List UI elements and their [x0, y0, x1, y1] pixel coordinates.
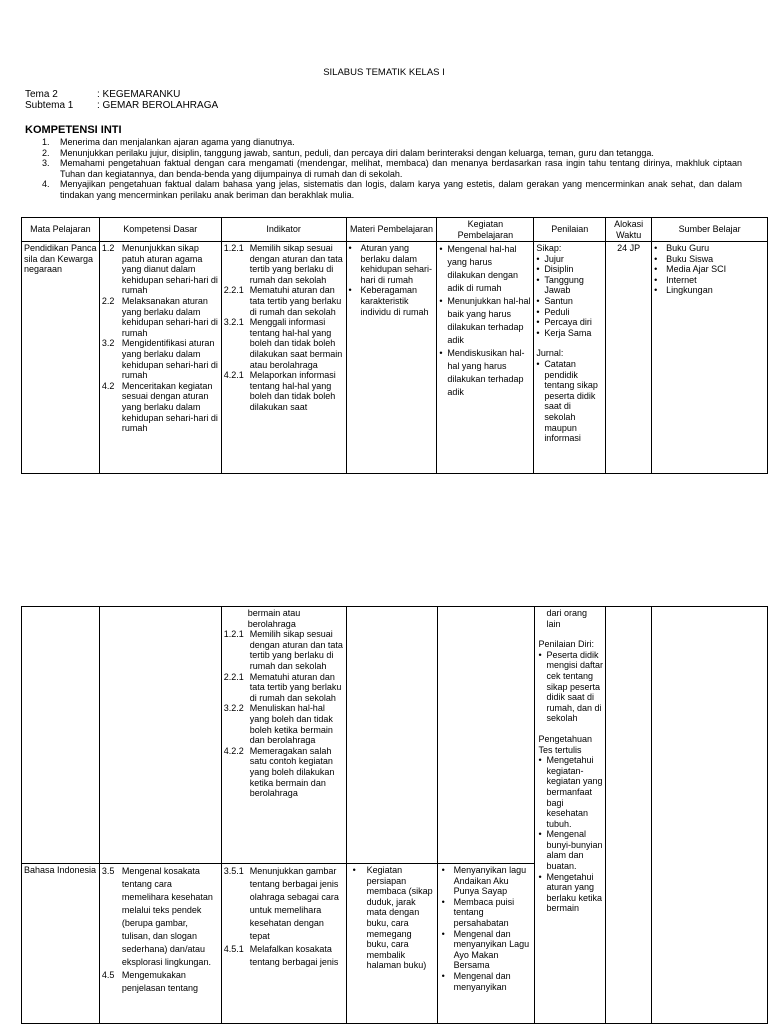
jurnal-text: Catatan pendidik tentang sikap peserta didik saat di sekolah maupun informasi	[544, 358, 598, 444]
sumber-item	[654, 243, 765, 254]
bullet-icon: •	[538, 649, 542, 660]
subtema-label: Subtema 1	[25, 100, 74, 111]
sikap-item	[536, 307, 603, 318]
kd-number: 4.2	[101, 380, 115, 391]
sikap-item	[536, 296, 603, 307]
header-sumber: Sumber Belajar	[652, 218, 768, 242]
indikator-item	[224, 370, 344, 412]
document-title: SILABUS TEMATIK KELAS I	[323, 67, 445, 78]
indikator-text: Mematuhi aturan dan tata tertib yang berlaku di rumah dan sekolah	[249, 285, 342, 317]
jurnal-continued-text: dari orang lain	[546, 608, 588, 629]
kegiatan-cell-empty	[437, 607, 534, 864]
indikator-item	[224, 746, 344, 799]
header-kompetensi-dasar: Kompetensi Dasar	[99, 218, 221, 242]
kd-item	[102, 381, 219, 434]
sumber-text: Media Ajar SCI	[666, 264, 727, 275]
indikator-number: 3.2.2	[223, 703, 244, 714]
sikap-item	[536, 254, 603, 265]
kompetensi-dasar-cell	[99, 864, 221, 1024]
bullet-icon: •	[536, 264, 540, 275]
bullet-icon: •	[654, 285, 658, 296]
kegiatan-item	[442, 971, 532, 992]
penilaian-diri-text: Peserta didik mengisi daftar cek tentang sikap peserta didik saat di rumah, dan di sekolah	[546, 649, 604, 724]
kegiatan-text: Membaca puisi tentang persahabatan	[453, 896, 515, 928]
bullet-icon: •	[441, 970, 445, 981]
ki-item	[42, 158, 742, 179]
indikator-cell	[221, 864, 346, 1024]
table-row-ppkn-continued	[22, 607, 768, 864]
indikator-text: Melaporkan informasi tentang hal-hal yang boleh dan tidak boleh dilakukan saat	[249, 370, 336, 412]
indikator-text: Memeragakan salah satu contoh kegiatan yang boleh dilakukan ketika bermain dan berolahraga	[249, 745, 335, 799]
mapel-cell: Bahasa Indonesia	[22, 864, 100, 1024]
bullet-icon: •	[654, 243, 658, 253]
kegiatan-text: Menunjukkan hal-hal baik yang harus dilakukan terhadap adik	[447, 296, 531, 345]
indikator-item	[224, 629, 344, 671]
tema-value: : KEGEMARANKU	[97, 89, 181, 100]
indikator-text: Menunjukkan gambar tentang berbagai jenis olahraga sebagai cara untuk memelihara kesehatan dengan tepat	[249, 866, 339, 941]
indikator-number: 3.2.1	[223, 317, 244, 328]
kd-text: Melaksanakan aturan yang berlaku dalam kehidupan sehari-hari di rumah	[121, 295, 218, 338]
kompetensi-dasar-cell	[99, 242, 221, 474]
bullet-icon: •	[536, 295, 540, 306]
header-alokasi: Alokasi Waktu	[606, 218, 652, 242]
indikator-item	[224, 865, 344, 943]
indikator-item	[224, 672, 344, 704]
tes-text: Mengetahui aturan yang berlaku ketika bermain	[546, 871, 603, 914]
bullet-icon: •	[538, 755, 542, 766]
jurnal-item	[536, 359, 603, 444]
kegiatan-cell	[437, 864, 534, 1024]
indikator-text: Menggali informasi tentang hal-hal yang boleh dan tidak boleh dilakukan saat bermain atau berolahraga	[249, 317, 343, 370]
indikator-number: 4.2.1	[223, 370, 244, 381]
alokasi-cell-empty	[606, 607, 652, 1024]
bullet-icon: •	[536, 253, 540, 264]
sumber-text: Buku Siswa	[666, 253, 714, 264]
indikator-number: 2.2.1	[223, 285, 244, 296]
kegiatan-text: Mendiskusikan hal-hal yang harus dilakukan terhadap adik	[447, 348, 525, 397]
sikap-text: Peduli	[544, 306, 570, 317]
bullet-icon: •	[654, 274, 658, 285]
sikap-text: Percaya diri	[544, 317, 592, 328]
kd-number: 3.2	[101, 338, 115, 349]
kd-item	[102, 865, 219, 969]
subtema-value: : GEMAR BEROLAHRAGA	[97, 100, 219, 111]
kd-text: Menunjukkan sikap patuh aturan agama yang dianut dalam kehidupan sehari-hari di rumah	[121, 243, 218, 296]
kegiatan-item	[442, 929, 532, 971]
bullet-icon: •	[538, 871, 542, 882]
indikator-text: Melafalkan kosakata tentang berbagai jenis	[249, 944, 339, 967]
indikator-cell	[221, 607, 346, 864]
indikator-text: Menuliskan hal-hal yang boleh dan tidak boleh ketika bermain dan berolahraga	[249, 703, 333, 746]
ki-text: Memahami pengetahuan faktual dengan cara mengamati (mendengar, melihat, membaca) dan menanya berdasarkan rasa ingin tahu tentang dirinya, makhluk ciptaan Tuhan dan kegiatannya, dan benda-benda yang dijumpainya di rumah dan di sekolah.	[60, 158, 742, 179]
kegiatan-item	[439, 347, 531, 399]
materi-cell	[346, 242, 437, 474]
sumber-item	[654, 264, 765, 275]
sikap-item	[536, 264, 603, 275]
bullet-icon: •	[536, 358, 540, 369]
indikator-text: Memilih sikap sesuai dengan aturan dan tata tertib yang berlaku di rumah dan sekolah	[249, 243, 343, 285]
indikator-number: 1.2.1	[223, 629, 244, 640]
indikator-text: Mematuhi aturan dan tata tertib yang berlaku di rumah dan sekolah	[249, 671, 342, 703]
indikator-text: Memilih sikap sesuai dengan aturan dan tata tertib yang berlaku di rumah dan sekolah	[249, 629, 343, 671]
bullet-icon: •	[536, 327, 540, 338]
alokasi-cell: 24 JP	[606, 242, 652, 474]
header-materi: Materi Pembelajaran	[346, 218, 437, 242]
sikap-text: Santun	[544, 295, 573, 306]
kd-item	[102, 969, 219, 995]
bullet-icon: •	[348, 285, 352, 296]
sumber-cell	[652, 242, 768, 474]
subtema-row	[25, 100, 218, 111]
bullet-icon: •	[654, 264, 658, 275]
ki-text: Menunjukkan perilaku jujur, disiplin, tanggung jawab, santun, peduli, dan percaya diri dalam berinteraksi dengan keluarga, teman, guru dan tetangga.	[60, 147, 654, 158]
tes-item	[539, 872, 604, 914]
indikator-item	[224, 285, 344, 317]
sikap-label: Sikap:	[536, 243, 562, 253]
kegiatan-item	[442, 897, 532, 929]
penilaian-diri-item	[539, 650, 604, 724]
header-kegiatan: Kegiatan Pembelajaran	[437, 218, 534, 242]
kegiatan-item	[439, 295, 531, 347]
kd-number: 3.5	[101, 866, 115, 876]
sikap-item	[536, 328, 603, 339]
sumber-cell-empty	[652, 607, 768, 1024]
bullet-icon: •	[352, 865, 356, 875]
kd-text: Menceritakan kegiatan sesuai dengan aturan yang berlaku dalam kehidupan sehari-hari di rumah	[121, 380, 218, 434]
sikap-item	[536, 275, 603, 296]
pengetahuan-label: Pengetahuan	[538, 733, 593, 744]
table-header-row	[22, 218, 768, 242]
bullet-icon: •	[441, 928, 445, 939]
tema-row	[25, 89, 180, 100]
kegiatan-text: Mengenal dan menyanyikan Lagu Ayo Makan Bersama	[453, 928, 530, 971]
bullet-icon: •	[439, 244, 443, 254]
penilaian-cell	[534, 607, 606, 1024]
indikator-continued-text: bermain atau berolahraga	[247, 608, 301, 629]
sumber-item	[654, 254, 765, 265]
ki-item	[42, 137, 742, 148]
indikator-item	[224, 703, 344, 745]
tes-item	[539, 755, 604, 829]
tes-tertulis-label: Tes tertulis	[538, 744, 582, 755]
kd-item	[102, 338, 219, 380]
bullet-icon: •	[441, 896, 445, 907]
mapel-cell-empty	[22, 607, 100, 864]
materi-text: Keberagaman karakteristik individu di rumah	[360, 285, 429, 317]
header-indikator: Indikator	[221, 218, 346, 242]
kd-text: Mengidentifikasi aturan yang berlaku dalam kehidupan sehari-hari di rumah	[121, 338, 218, 381]
kompetensi-dasar-cell-empty	[99, 607, 221, 864]
indikator-number: 4.2.2	[223, 745, 244, 756]
bullet-icon: •	[441, 865, 445, 875]
indikator-number: 2.2.1	[223, 671, 244, 682]
tema-label: Tema 2	[25, 89, 58, 100]
bullet-icon: •	[348, 243, 352, 253]
sikap-text: Disiplin	[544, 264, 574, 275]
ki-number: 3.	[42, 158, 50, 169]
kegiatan-text: Mengenal hal-hal yang harus dilakukan dengan adik di rumah	[447, 244, 518, 293]
jurnal-label: Jurnal:	[536, 348, 564, 359]
kegiatan-text: Mengenal dan menyanyikan	[453, 970, 511, 992]
bullet-icon: •	[538, 829, 542, 840]
indikator-item	[224, 943, 344, 969]
ki-item	[42, 148, 742, 159]
indikator-number: 4.5.1	[223, 944, 244, 954]
materi-item	[349, 243, 435, 285]
syllabus-table-page-2	[21, 606, 768, 1024]
sumber-text: Lingkungan	[666, 285, 713, 296]
ki-text: Menyajikan pengetahuan faktual dalam bahasa yang jelas, sistematis dan logis, dalam karya yang estetis, dalam gerakan yang mencerminkan anak sehat, dan dalam tindakan yang mencerminkan perilaku anak beriman dan berakhlak mulia.	[60, 179, 742, 200]
header-mata-pelajaran: Mata Pelajaran	[22, 218, 100, 242]
tes-text: Mengenal bunyi-bunyian alam dan buatan.	[546, 829, 603, 872]
kd-item	[102, 243, 219, 296]
bullet-icon: •	[536, 317, 540, 328]
materi-cell-empty	[346, 607, 437, 864]
sumber-text: Internet	[666, 274, 697, 285]
sikap-text: Kerja Sama	[544, 327, 592, 338]
sikap-text: Tanggung Jawab	[544, 274, 584, 296]
kd-text: Mengenal kosakata tentang cara memelihara kesehatan melalui teks pendek (berupa gambar, tulisan, dan slogan sederhana) dan/atau eksplorasi lingkungan.	[121, 866, 213, 967]
penilaian-cell	[534, 242, 606, 474]
indikator-cell	[221, 242, 346, 474]
penilaian-diri-label: Penilaian Diri:	[538, 639, 595, 650]
kegiatan-item	[442, 865, 532, 897]
sumber-item	[654, 285, 765, 296]
materi-item	[353, 865, 435, 971]
header-penilaian: Penilaian	[534, 218, 606, 242]
sikap-text: Jujur	[544, 253, 564, 264]
kd-number: 4.5	[101, 970, 115, 980]
materi-item	[349, 285, 435, 317]
materi-text: Aturan yang berlaku dalam kehidupan sehari-hari di rumah	[360, 243, 433, 285]
kd-text: Mengemukakan penjelasan tentang	[121, 970, 198, 993]
mapel-cell: Pendidikan Pancasila dan Kewarganegaraan	[22, 242, 100, 474]
kompetensi-inti-heading: KOMPETENSI INTI	[25, 124, 122, 136]
materi-cell	[346, 864, 437, 1024]
table-row-ppkn	[22, 242, 768, 474]
bullet-icon: •	[439, 296, 443, 306]
ki-number: 1.	[42, 137, 50, 147]
ki-number: 4.	[42, 179, 50, 190]
bullet-icon: •	[536, 274, 540, 285]
tes-item	[539, 829, 604, 871]
kd-number: 1.2	[101, 243, 115, 253]
materi-text: Kegiatan persiapan membaca (sikap duduk, jarak mata dengan buku, cara memegang buku, cara membalik halaman buku)	[366, 865, 433, 971]
tes-text: Mengetahui kegiatan-kegiatan yang bermanfaat bagi kesehatan tubuh.	[546, 755, 603, 829]
indikator-item	[224, 243, 344, 285]
bullet-icon: •	[654, 253, 658, 264]
sumber-item	[654, 275, 765, 286]
kegiatan-cell	[437, 242, 534, 474]
bullet-icon: •	[439, 348, 443, 358]
sumber-text: Buku Guru	[666, 243, 710, 253]
ki-text: Menerima dan menjalankan ajaran agama yang dianutnya.	[60, 137, 295, 147]
indikator-item	[224, 317, 344, 370]
kegiatan-text: Menyanyikan lagu Andaikan Aku Punya Sayap	[453, 865, 527, 897]
indikator-number: 3.5.1	[223, 866, 244, 876]
syllabus-table-page-1	[21, 217, 768, 474]
indikator-number: 1.2.1	[223, 243, 244, 253]
kegiatan-item	[439, 243, 531, 295]
kd-item	[102, 296, 219, 338]
sikap-item	[536, 317, 603, 328]
kompetensi-inti-list	[42, 137, 742, 201]
ki-item	[42, 179, 742, 200]
ki-number: 2.	[42, 147, 50, 158]
bullet-icon: •	[536, 306, 540, 317]
kd-number: 2.2	[101, 295, 115, 306]
